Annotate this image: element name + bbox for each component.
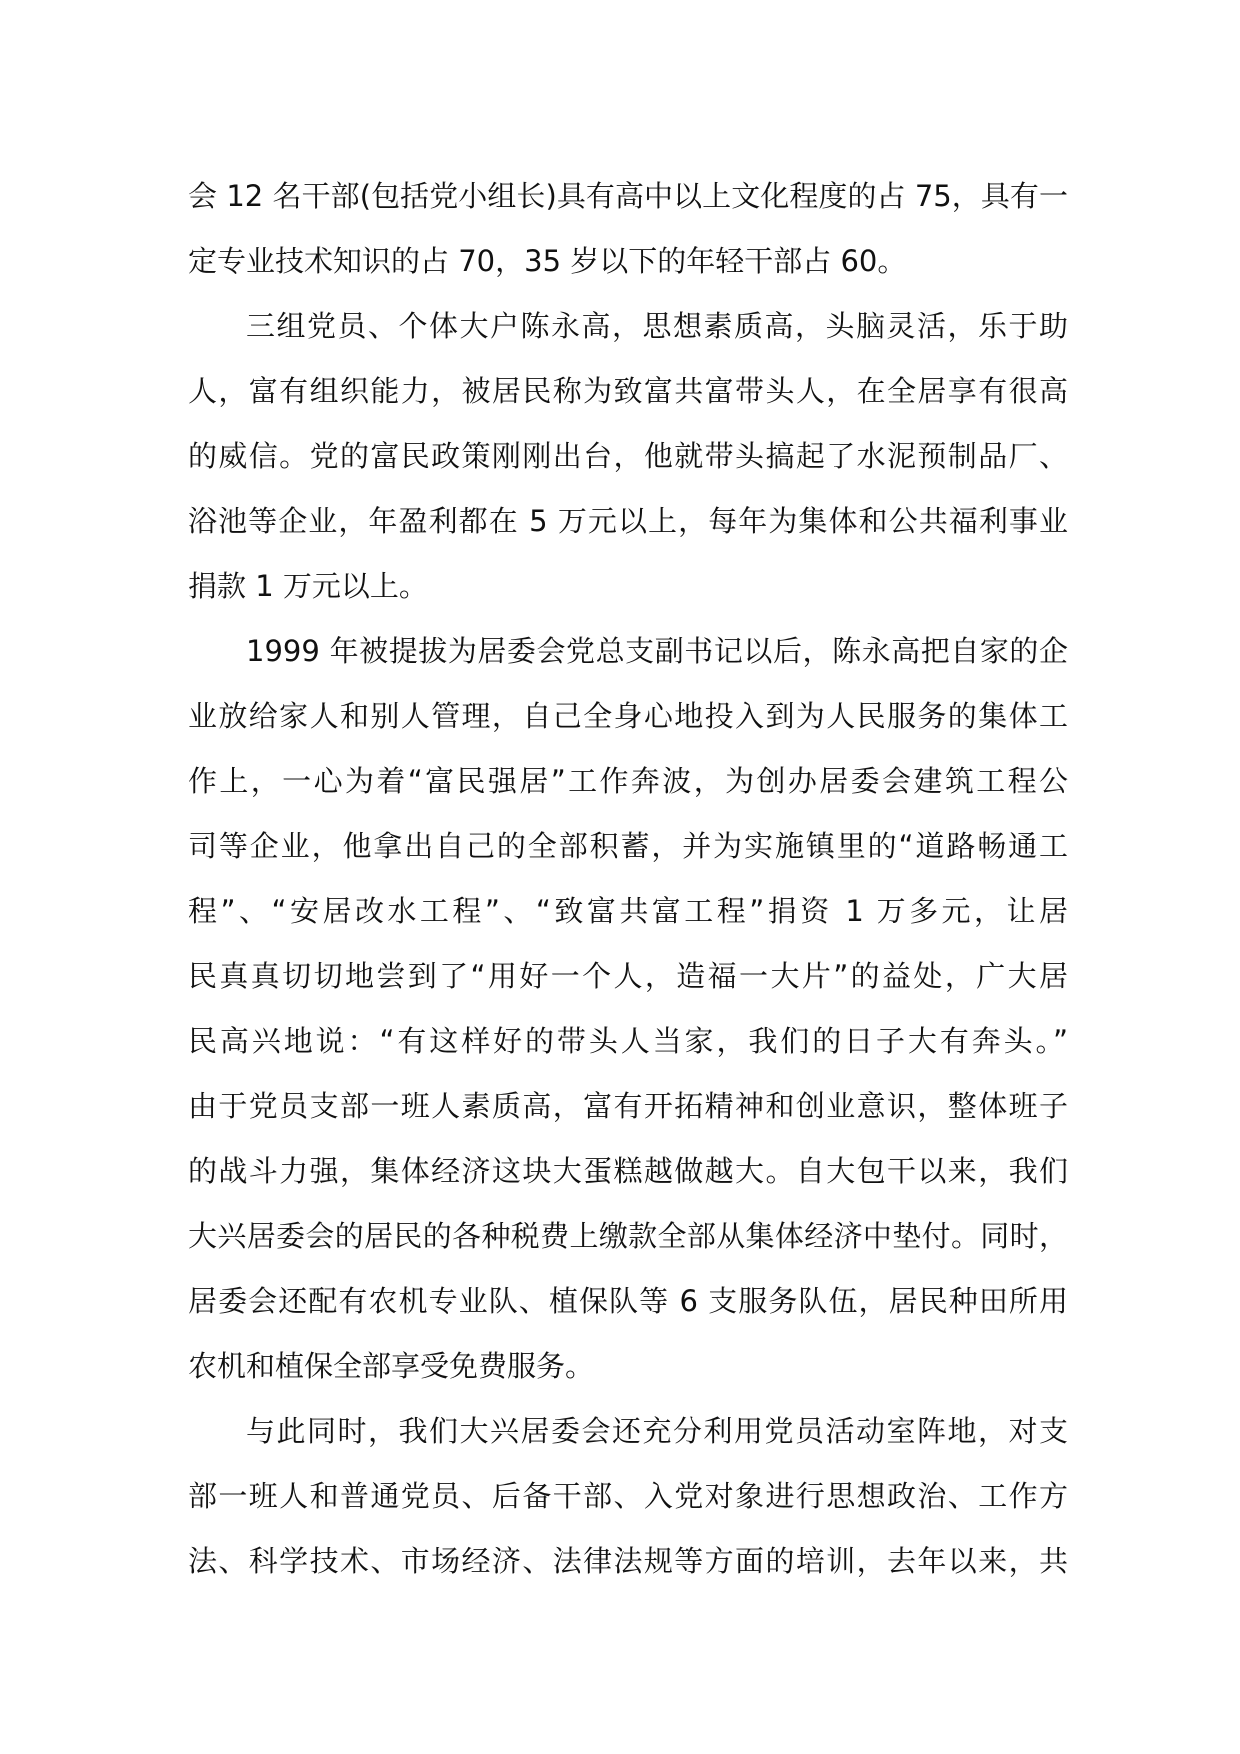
text-line-1: 会 12 名干部(包括党小组长)具有高中以上文化程度的占 75，具有一 [188, 179, 1068, 213]
text-line-11: 司等企业，他拿出自己的全部积蓄，并为实施镇里的“道路畅通工 [188, 829, 1068, 863]
text-line-13: 民真真切切地尝到了“用好一个人，造福一大片”的益处，广大居 [188, 959, 1068, 993]
text-line-20: 与此同时，我们大兴居委会还充分利用党员活动室阵地，对支 [246, 1414, 1068, 1448]
text-line-6: 浴池等企业，年盈利都在 5 万元以上，每年为集体和公共福利事业 [188, 504, 1068, 538]
text-line-16: 的战斗力强，集体经济这块大蛋糕越做越大。自大包干以来，我们 [188, 1154, 1068, 1188]
text-line-5: 的威信。党的富民政策刚刚出台，他就带头搞起了水泥预制品厂、 [188, 439, 1068, 473]
text-line-21: 部一班人和普通党员、后备干部、入党对象进行思想政治、工作方 [188, 1479, 1068, 1513]
text-line-15: 由于党员支部一班人素质高，富有开拓精神和创业意识，整体班子 [188, 1089, 1068, 1123]
text-line-19: 农机和植保全部享受免费服务。 [188, 1349, 595, 1383]
text-line-12: 程”、“安居改水工程”、“致富共富工程”捐资 1 万多元，让居 [188, 894, 1068, 928]
text-line-14: 民高兴地说：“有这样好的带头人当家，我们的日子大有奔头。” [188, 1024, 1068, 1058]
text-line-4: 人，富有组织能力，被居民称为致富共富带头人，在全居享有很高 [188, 374, 1068, 408]
text-line-10: 作上，一心为着“富民强居”工作奔波，为创办居委会建筑工程公 [188, 764, 1068, 798]
text-line-3: 三组党员、个体大户陈永高，思想素质高，头脑灵活，乐于助 [246, 309, 1068, 343]
text-line-17: 大兴居委会的居民的各种税费上缴款全部从集体经济中垫付。同时， [188, 1219, 1068, 1253]
text-line-8: 1999 年被提拔为居委会党总支副书记以后，陈永高把自家的企 [246, 634, 1068, 668]
text-line-9: 业放给家人和别人管理，自己全身心地投入到为人民服务的集体工 [188, 699, 1068, 733]
body-text [188, 164, 1068, 1594]
text-line-2: 定专业技术知识的占 70，35 岁以下的年轻干部占 60。 [188, 244, 907, 278]
text-line-18: 居委会还配有农机专业队、植保队等 6 支服务队伍，居民种田所用 [188, 1284, 1068, 1318]
text-line-22: 法、科学技术、市场经济、法律法规等方面的培训，去年以来，共 [188, 1544, 1068, 1578]
text-line-7: 捐款 1 万元以上。 [188, 569, 428, 603]
